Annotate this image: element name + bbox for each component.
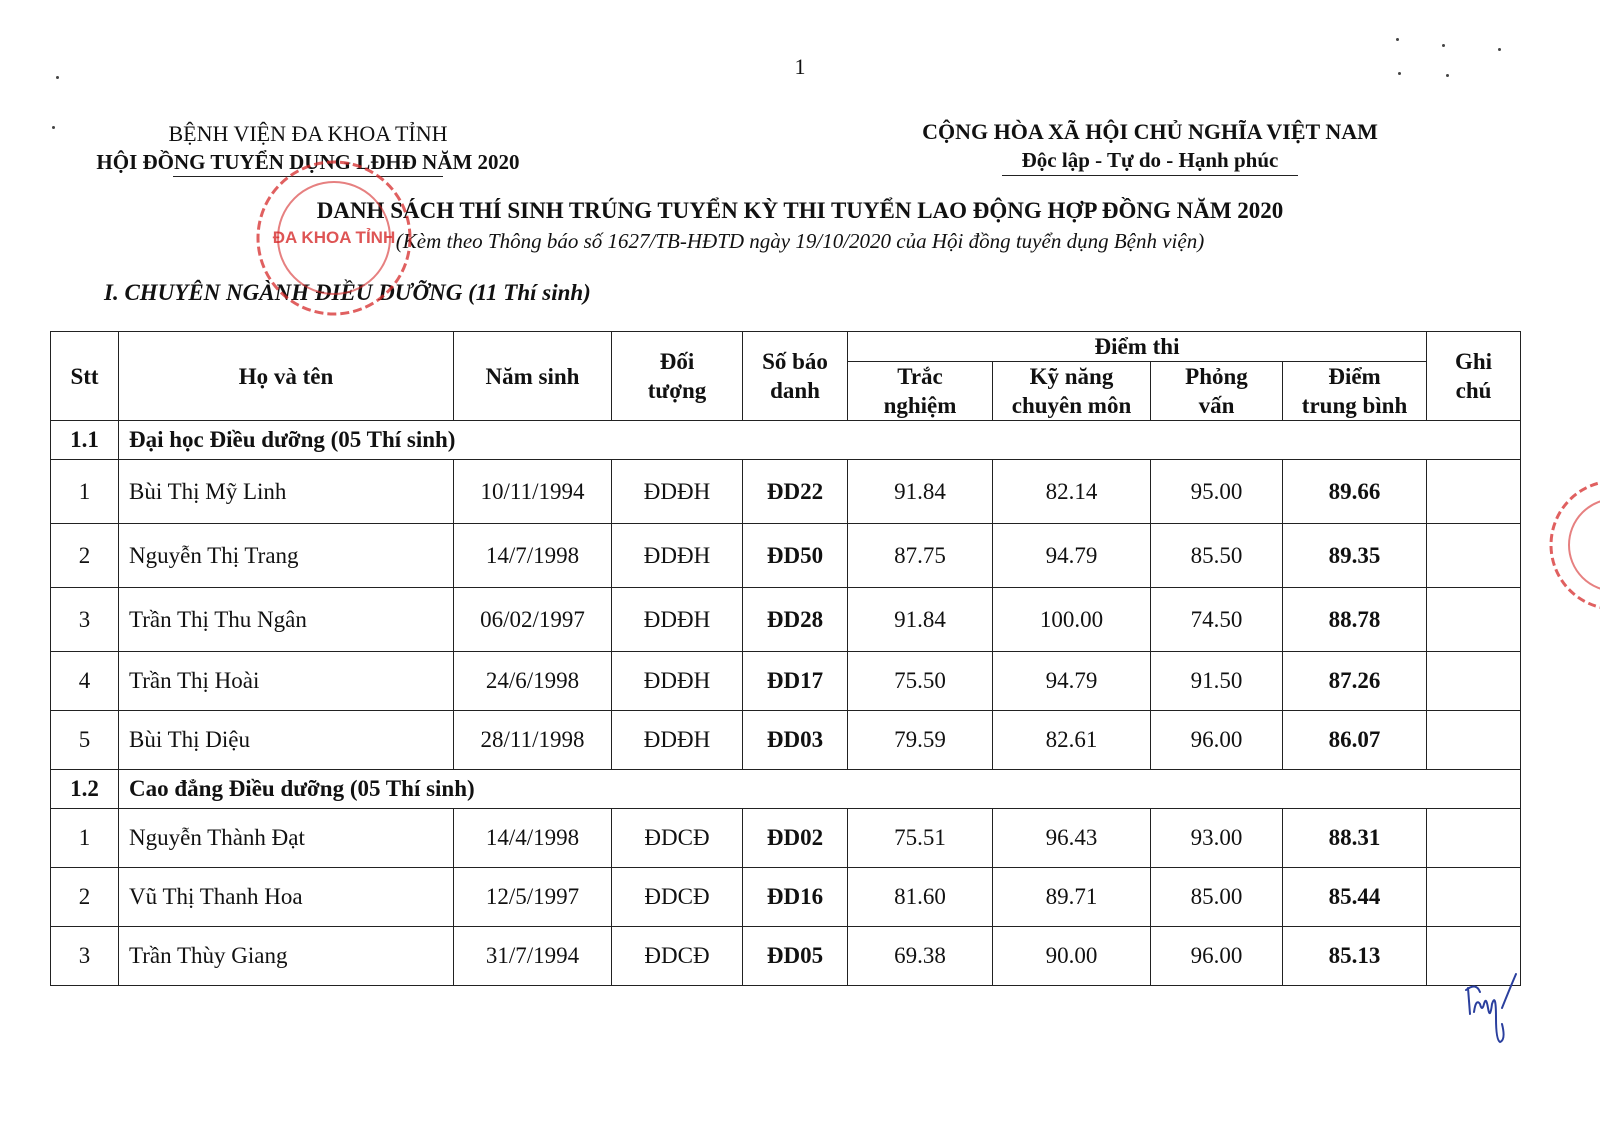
header-text: trung bình xyxy=(1301,393,1408,418)
page-number: 1 xyxy=(794,54,806,79)
cell-name: Bùi Thị Mỹ Linh xyxy=(119,460,454,524)
cell-note xyxy=(1427,524,1521,588)
cell-birth: 24/6/1998 xyxy=(454,652,612,711)
cell-stt: 3 xyxy=(51,927,119,986)
col-header-interview xyxy=(1151,362,1283,421)
table-row xyxy=(51,809,1521,868)
cell-test: 75.50 xyxy=(848,652,993,711)
cell-name: Vũ Thị Thanh Hoa xyxy=(119,868,454,927)
cell-average: 85.44 xyxy=(1283,868,1427,927)
cell-interview: 85.00 xyxy=(1151,868,1283,927)
cell-object: ĐDĐH xyxy=(612,652,743,711)
table-header-row xyxy=(51,332,1521,362)
official-stamp-partial xyxy=(1540,470,1600,620)
stamp-text: ĐA KHOA TỈNH xyxy=(272,228,396,247)
cell-skill: 96.43 xyxy=(993,809,1151,868)
col-header-score-group: Điểm thi xyxy=(848,332,1427,362)
cell-object: ĐDĐH xyxy=(612,460,743,524)
col-header-sbd xyxy=(743,332,848,421)
group-code: 1.2 xyxy=(51,770,119,809)
cell-birth: 14/4/1998 xyxy=(454,809,612,868)
cell-stt: 5 xyxy=(51,711,119,770)
table-row xyxy=(51,652,1521,711)
cell-stt: 3 xyxy=(51,588,119,652)
cell-test: 75.51 xyxy=(848,809,993,868)
cell-test: 91.84 xyxy=(848,588,993,652)
signature-initials xyxy=(1462,968,1522,1048)
cell-skill: 82.14 xyxy=(993,460,1151,524)
issuer-header xyxy=(68,120,548,177)
header-text: danh xyxy=(770,378,820,403)
header-text: Điểm xyxy=(1328,364,1381,389)
cell-sbd: ĐD05 xyxy=(743,927,848,986)
group-title: Cao đẳng Điều dưỡng (05 Thí sinh) xyxy=(119,770,1521,809)
cell-object: ĐDĐH xyxy=(612,588,743,652)
cell-test: 69.38 xyxy=(848,927,993,986)
cell-name: Trần Thị Thu Ngân xyxy=(119,588,454,652)
cell-average: 85.13 xyxy=(1283,927,1427,986)
cell-note xyxy=(1427,588,1521,652)
table-row xyxy=(51,588,1521,652)
col-header-birth: Năm sinh xyxy=(454,332,612,421)
group-title: Đại học Điều dưỡng (05 Thí sinh) xyxy=(119,421,1521,460)
header-text: chuyên môn xyxy=(1011,393,1132,418)
table-row xyxy=(51,524,1521,588)
cell-sbd: ĐD28 xyxy=(743,588,848,652)
council-name: HỘI ĐỒNG TUYỂN DỤNG LĐHĐ NĂM 2020 xyxy=(96,150,520,174)
table-row xyxy=(51,460,1521,524)
header-text: Số báo xyxy=(762,349,828,374)
header-text: vấn xyxy=(1198,393,1235,418)
country-name: CỘNG HÒA XÃ HỘI CHỦ NGHĨA VIỆT NAM xyxy=(922,119,1378,144)
group-code: 1.1 xyxy=(51,421,119,460)
cell-object: ĐDĐH xyxy=(612,711,743,770)
cell-average: 89.66 xyxy=(1283,460,1427,524)
cell-note xyxy=(1427,460,1521,524)
cell-skill: 94.79 xyxy=(993,524,1151,588)
scan-speck xyxy=(1398,72,1401,75)
header-underline xyxy=(173,176,443,177)
cell-sbd: ĐD22 xyxy=(743,460,848,524)
header-text: Trắc xyxy=(897,364,943,389)
cell-average: 89.35 xyxy=(1283,524,1427,588)
cell-birth: 12/5/1997 xyxy=(454,868,612,927)
cell-interview: 85.50 xyxy=(1151,524,1283,588)
cell-skill: 82.61 xyxy=(993,711,1151,770)
cell-name: Trần Thị Hoài xyxy=(119,652,454,711)
motto-underline xyxy=(1002,175,1298,176)
hospital-name: BỆNH VIỆN ĐA KHOA TỈNH xyxy=(168,121,448,146)
cell-average: 88.31 xyxy=(1283,809,1427,868)
cell-object: ĐDCĐ xyxy=(612,809,743,868)
scan-speck xyxy=(1442,44,1445,47)
cell-stt: 2 xyxy=(51,524,119,588)
cell-stt: 2 xyxy=(51,868,119,927)
cell-sbd: ĐD17 xyxy=(743,652,848,711)
col-header-average xyxy=(1283,362,1427,421)
cell-interview: 93.00 xyxy=(1151,809,1283,868)
header-text: Kỹ năng xyxy=(1029,364,1114,389)
national-header xyxy=(880,118,1420,176)
cell-name: Trần Thùy Giang xyxy=(119,927,454,986)
cell-stt: 1 xyxy=(51,460,119,524)
cell-stt: 4 xyxy=(51,652,119,711)
cell-note xyxy=(1427,652,1521,711)
cell-sbd: ĐD02 xyxy=(743,809,848,868)
cell-note xyxy=(1427,868,1521,927)
cell-name: Nguyễn Thị Trang xyxy=(119,524,454,588)
cell-skill: 89.71 xyxy=(993,868,1151,927)
group-row xyxy=(51,421,1521,460)
header-text: chú xyxy=(1455,378,1492,403)
scan-speck xyxy=(1498,48,1501,51)
cell-interview: 96.00 xyxy=(1151,927,1283,986)
col-header-skill xyxy=(993,362,1151,421)
col-header-note xyxy=(1427,332,1521,421)
cell-average: 87.26 xyxy=(1283,652,1427,711)
cell-object: ĐDCĐ xyxy=(612,868,743,927)
cell-sbd: ĐD03 xyxy=(743,711,848,770)
cell-average: 86.07 xyxy=(1283,711,1427,770)
cell-note xyxy=(1427,809,1521,868)
header-text: nghiệm xyxy=(883,393,957,418)
cell-skill: 90.00 xyxy=(993,927,1151,986)
scan-speck xyxy=(52,126,55,129)
cell-skill: 100.00 xyxy=(993,588,1151,652)
col-header-object xyxy=(612,332,743,421)
cell-birth: 10/11/1994 xyxy=(454,460,612,524)
scan-speck xyxy=(56,76,59,79)
header-text: Ghi xyxy=(1454,349,1493,374)
cell-name: Bùi Thị Diệu xyxy=(119,711,454,770)
cell-interview: 74.50 xyxy=(1151,588,1283,652)
results-table xyxy=(50,331,1521,986)
cell-object: ĐDĐH xyxy=(612,524,743,588)
col-header-name: Họ và tên xyxy=(119,332,454,421)
group-row xyxy=(51,770,1521,809)
table-row xyxy=(51,927,1521,986)
cell-interview: 95.00 xyxy=(1151,460,1283,524)
cell-birth: 06/02/1997 xyxy=(454,588,612,652)
table-row xyxy=(51,868,1521,927)
cell-stt: 1 xyxy=(51,809,119,868)
cell-object: ĐDCĐ xyxy=(612,927,743,986)
cell-test: 81.60 xyxy=(848,868,993,927)
cell-test: 79.59 xyxy=(848,711,993,770)
cell-skill: 94.79 xyxy=(993,652,1151,711)
col-header-test xyxy=(848,362,993,421)
cell-interview: 96.00 xyxy=(1151,711,1283,770)
document-subtitle: (Kèm theo Thông báo số 1627/TB-HĐTD ngày 19/10/2020 của Hội đồng tuyển dụng Bệnh viện) xyxy=(395,229,1205,253)
cell-birth: 28/11/1998 xyxy=(454,711,612,770)
col-header-stt: Stt xyxy=(51,332,119,421)
document-title: DANH SÁCH THÍ SINH TRÚNG TUYỂN KỲ THI TUYỂN LAO ĐỘNG HỢP ĐỒNG NĂM 2020 xyxy=(316,198,1284,223)
cell-average: 88.78 xyxy=(1283,588,1427,652)
header-text: tượng xyxy=(647,378,707,403)
cell-interview: 91.50 xyxy=(1151,652,1283,711)
header-text: Phỏng xyxy=(1185,364,1248,389)
cell-birth: 14/7/1998 xyxy=(454,524,612,588)
cell-note xyxy=(1427,711,1521,770)
header-text: Đối xyxy=(659,349,695,374)
scan-speck xyxy=(1446,74,1449,77)
cell-test: 91.84 xyxy=(848,460,993,524)
scan-speck xyxy=(1396,38,1399,41)
cell-name: Nguyễn Thành Đạt xyxy=(119,809,454,868)
cell-sbd: ĐD16 xyxy=(743,868,848,927)
table-row xyxy=(51,711,1521,770)
national-motto: Độc lập - Tự do - Hạnh phúc xyxy=(1021,148,1279,172)
cell-birth: 31/7/1994 xyxy=(454,927,612,986)
cell-sbd: ĐD50 xyxy=(743,524,848,588)
cell-test: 87.75 xyxy=(848,524,993,588)
section-title: I. CHUYÊN NGÀNH ĐIỀU DƯỠNG (11 Thí sinh) xyxy=(104,280,591,305)
